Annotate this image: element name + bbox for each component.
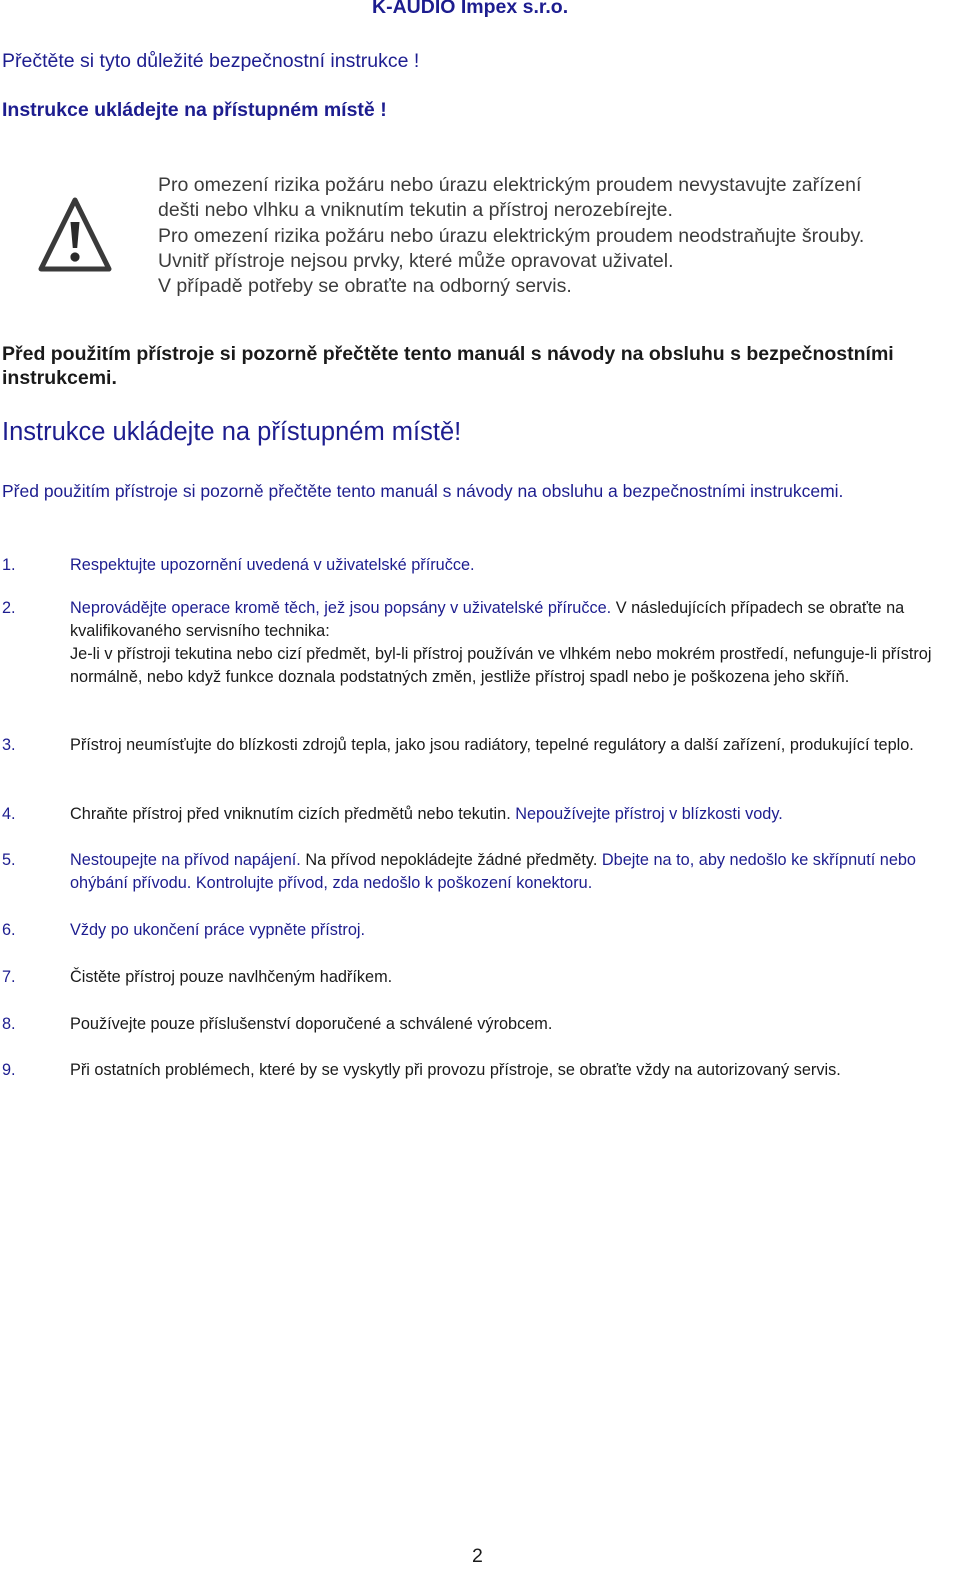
list-item [2, 966, 957, 989]
item-number: 4. [2, 805, 16, 823]
item-text: Neprovádějte operace kromě těch, jež jsou popsány v uživatelské příručce. [70, 599, 612, 617]
warning-line: V případě potřeby se obraťte na odborný servis. [158, 275, 572, 298]
item-text: Při ostatních problémech, které by se vyskytly při provozu přístroje, se obraťte vždy na autorizovaný servis. [70, 1061, 841, 1079]
warning-line: Pro omezení rizika požáru nebo úrazu elektrickým proudem neodstraňujte šrouby. [158, 224, 865, 247]
section-title: Instrukce ukládejte na přístupném místě! [2, 418, 462, 446]
item-text: Respektujte upozornění uvedená v uživatelské příručce. [70, 556, 475, 574]
item-number: 6. [2, 921, 16, 939]
item-number: 8. [2, 1015, 16, 1033]
list-item [2, 554, 957, 577]
item-text: V následujících případech se obraťte na kvalifikovaného servisního technika: [70, 599, 905, 640]
warning-line: Uvnitř přístroje nejsou prvky, které může opravovat uživatel. [158, 249, 674, 272]
item-text: Nepoužívejte přístroj v blízkosti vody. [510, 805, 783, 823]
warning-text [158, 173, 864, 299]
list-item [2, 1013, 957, 1036]
item-text: Vždy po ukončení práce vypněte přístroj. [70, 921, 366, 939]
list-item [2, 919, 957, 942]
item-number: 9. [2, 1061, 16, 1079]
list-item [2, 1059, 957, 1082]
warning-line: Pro omezení rizika požáru nebo úrazu elektrickým proudem nevystavujte zařízení [158, 174, 862, 196]
item-text: Přístroj neumísťujte do blízkosti zdrojů tepla, jako jsou radiátory, tepelné regulátory a další zařízení, produkující teplo. [70, 736, 914, 754]
item-text: Nestoupejte na přívod napájení. [70, 851, 301, 869]
item-text: Používejte pouze příslušenství doporučené a schválené výrobcem. [70, 1015, 553, 1033]
list-item [2, 597, 957, 689]
warning-line: dešti nebo vlhku a vniknutím tekutin a přístroj nerozebírejte. [158, 199, 673, 222]
item-text: Chraňte přístroj před vniknutím cizích předmětů nebo tekutin. [70, 805, 511, 823]
bold-intro-paragraph: Před použitím přístroje si pozorně přečtěte tento manuál s návody na obsluhu s bezpečnostními instrukcemi. [2, 343, 894, 389]
list-item [2, 803, 957, 826]
page-number: 2 [472, 1545, 483, 1567]
intro-paragraph: Před použitím přístroje si pozorně přečtěte tento manuál s návody na obsluhu a bezpečnostními instrukcemi. [2, 481, 844, 501]
read-instructions-note: Přečtěte si tyto důležité bezpečnostní instrukce ! [2, 50, 420, 72]
item-text: Na přívod nepokládejte žádné předměty. [300, 851, 598, 869]
warning-triangle-icon [38, 196, 112, 274]
item-number: 1. [2, 556, 16, 574]
item-text: Dbejte na to, aby nedošlo ke skřípnutí nebo ohýbání přívodu. Kontrolujte přívod, zda nedošlo k poškození konektoru. [70, 851, 916, 892]
item-number: 2. [2, 599, 16, 617]
store-instructions-note: Instrukce ukládejte na přístupném místě ! [2, 99, 387, 121]
item-text: Čistěte přístroj pouze navlhčeným hadříkem. [70, 968, 393, 986]
item-number: 5. [2, 851, 16, 869]
item-number: 7. [2, 968, 16, 986]
item-number: 3. [2, 736, 16, 754]
list-item [2, 849, 957, 895]
list-item [2, 734, 957, 757]
item-text: Je-li v přístroji tekutina nebo cizí předmět, byl-li přístroj používán ve vlhkém nebo mokrém prostředí, nefunguje-li přístroj normálně, nebo když funkce doznala podstatných změn, jestliže přístroj spadl nebo je poškozena jeho skříň. [70, 645, 932, 686]
company-name: K-AUDIO Impex s.r.o. [372, 0, 569, 18]
